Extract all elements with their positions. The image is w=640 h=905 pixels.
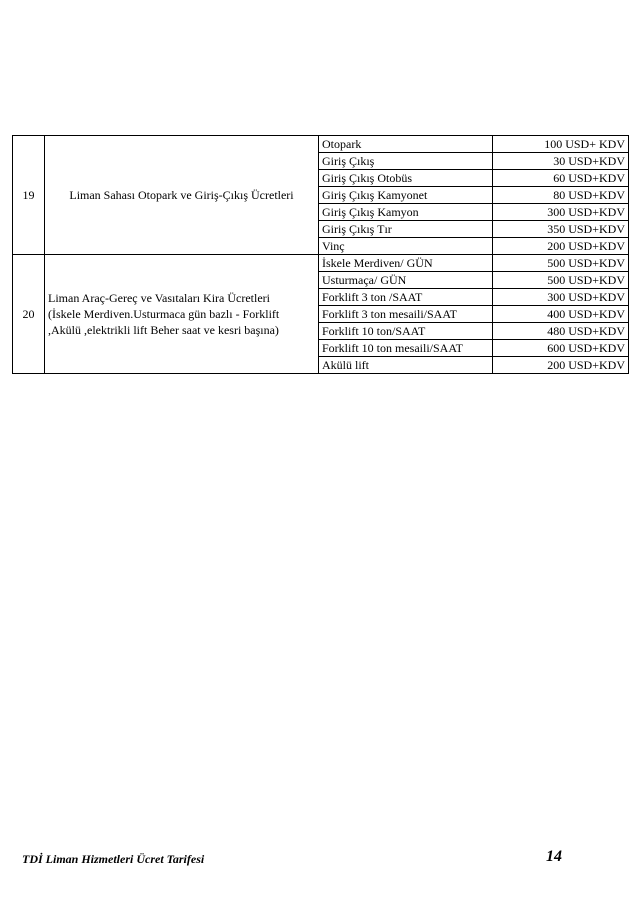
item-name: Forklift 10 ton mesaili/SAAT — [319, 340, 493, 357]
description-line: Liman Araç-Gereç ve Vasıtaları Kira Ücretleri — [48, 291, 270, 305]
item-price: 350 USD+KDV — [493, 221, 629, 238]
item-name: Vinç — [319, 238, 493, 255]
item-price: 200 USD+KDV — [493, 357, 629, 374]
item-name: Forklift 3 ton /SAAT — [319, 289, 493, 306]
table-row — [13, 136, 629, 153]
item-price: 80 USD+KDV — [493, 187, 629, 204]
item-name: Giriş Çıkış Tır — [319, 221, 493, 238]
item-price: 500 USD+KDV — [493, 255, 629, 272]
item-name: Giriş Çıkış Kamyon — [319, 204, 493, 221]
item-name: İskele Merdiven/ GÜN — [319, 255, 493, 272]
table-row — [13, 255, 629, 272]
tariff-table — [12, 135, 629, 374]
item-name: Forklift 10 ton/SAAT — [319, 323, 493, 340]
description-line: ,Akülü ,elektrikli lift Beher saat ve kesri başına) — [48, 323, 279, 337]
item-price: 400 USD+KDV — [493, 306, 629, 323]
item-name: Usturmaça/ GÜN — [319, 272, 493, 289]
item-price: 100 USD+ KDV — [493, 136, 629, 153]
row-number: 19 — [13, 136, 45, 255]
item-name: Otopark — [319, 136, 493, 153]
item-price: 600 USD+KDV — [493, 340, 629, 357]
service-description — [45, 255, 319, 374]
service-description — [45, 136, 319, 255]
item-price: 300 USD+KDV — [493, 289, 629, 306]
item-name: Akülü lift — [319, 357, 493, 374]
item-price: 300 USD+KDV — [493, 204, 629, 221]
item-price: 30 USD+KDV — [493, 153, 629, 170]
item-price: 480 USD+KDV — [493, 323, 629, 340]
item-price: 500 USD+KDV — [493, 272, 629, 289]
item-name: Forklift 3 ton mesaili/SAAT — [319, 306, 493, 323]
footer-page-number: 14 — [546, 848, 562, 865]
item-name: Giriş Çıkış Otobüs — [319, 170, 493, 187]
description-line: (İskele Merdiven.Usturmaca gün bazlı - Forklift — [48, 307, 280, 321]
row-number: 20 — [13, 255, 45, 374]
footer-document-title: TDİ Liman Hizmetleri Ücret Tarifesi — [22, 852, 205, 866]
item-price: 60 USD+KDV — [493, 170, 629, 187]
item-price: 200 USD+KDV — [493, 238, 629, 255]
item-name: Giriş Çıkış Kamyonet — [319, 187, 493, 204]
item-name: Giriş Çıkış — [319, 153, 493, 170]
description-line: Liman Sahası Otopark ve Giriş-Çıkış Ücretleri — [69, 188, 294, 202]
